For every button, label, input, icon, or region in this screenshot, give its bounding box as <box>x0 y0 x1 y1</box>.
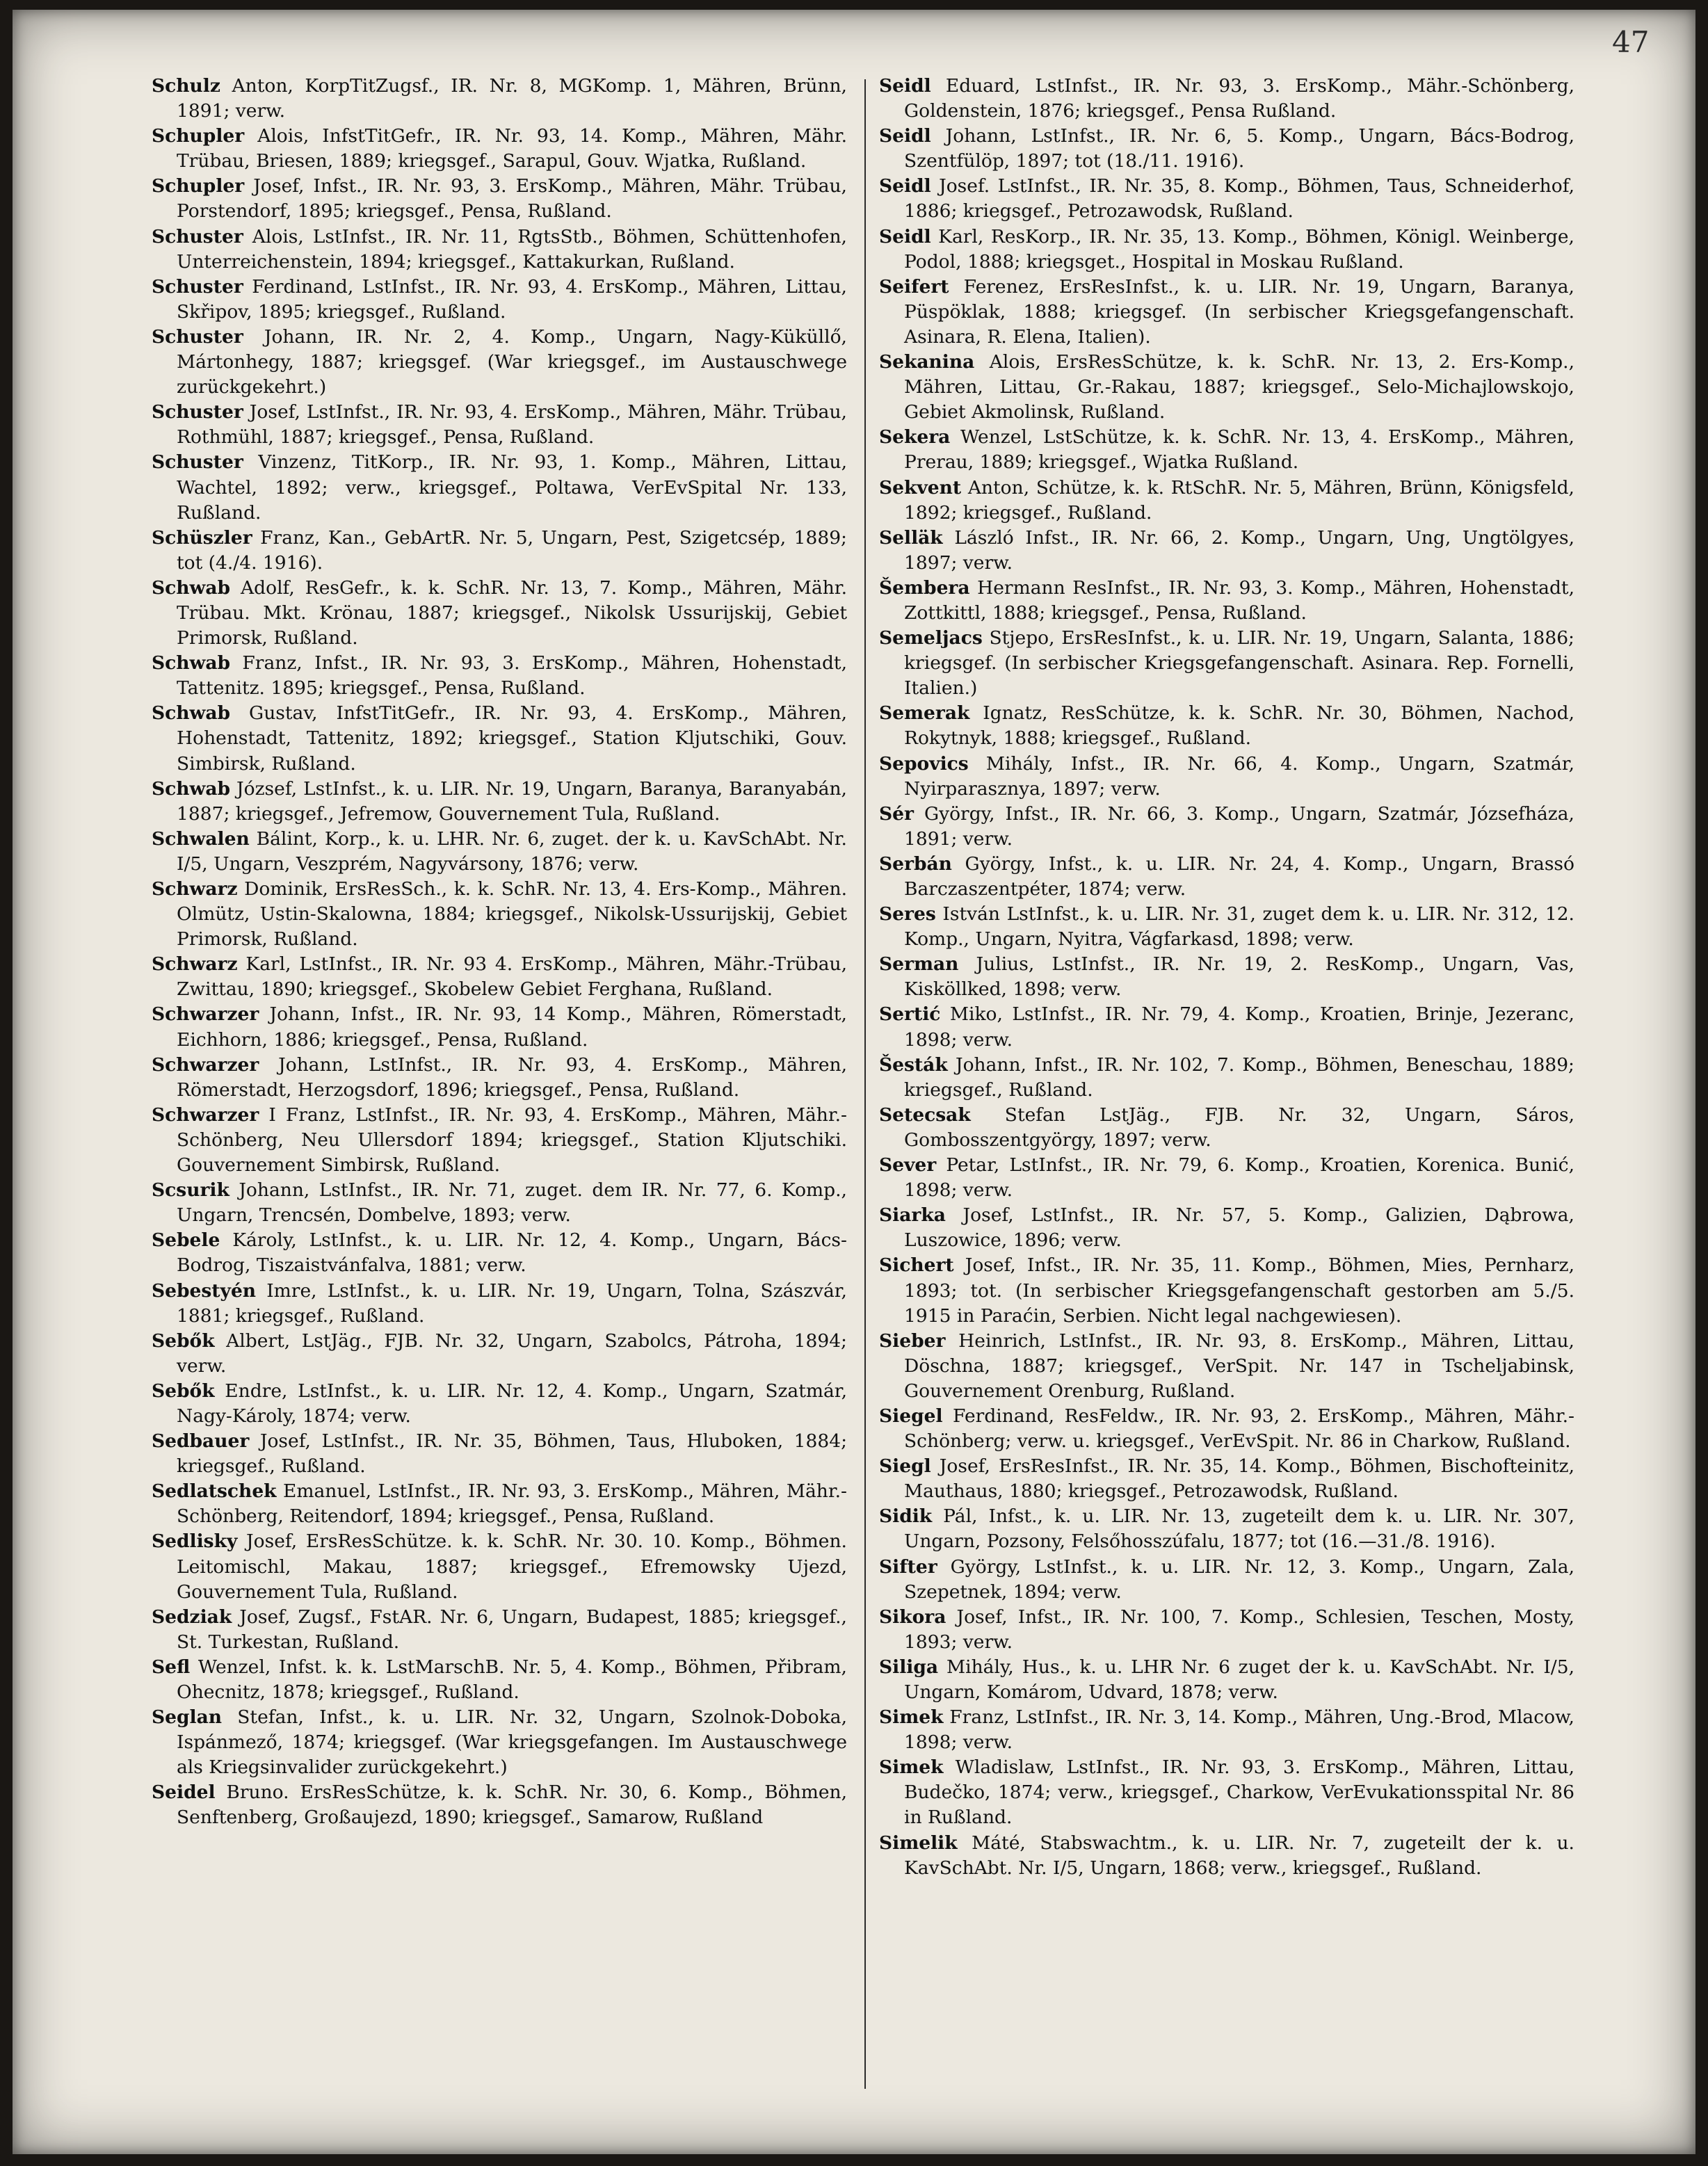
roster-entry <box>879 124 1574 174</box>
entry-details: Anton, Schütze, k. k. RtSchR. Nr. 5, Mähren, Brünn, Königsfeld, 1892; kriegsgef., Rußland. <box>904 476 1574 524</box>
roster-entry <box>879 902 1574 952</box>
roster-entry <box>879 275 1574 350</box>
entry-surname: Schuster <box>152 275 243 298</box>
roster-entry <box>879 350 1574 425</box>
entry-details: Johann, Infst., IR. Nr. 93, 14 Komp., Mähren, Römerstadt, Eichhorn, 1886; kriegsgef., Pensa, Rußland. <box>177 1003 847 1051</box>
entry-surname: Schwalen <box>152 827 250 850</box>
entry-details: György, LstInfst., k. u. LIR. Nr. 12, 3. Komp., Ungarn, Zala, Szepetnek, 1894; verw. <box>904 1555 1574 1603</box>
entry-details: Johann, LstInfst., IR. Nr. 6, 5. Komp., Ungarn, Bács-Bodrog, Szentfülöp, 1897; tot (18./11. 1916). <box>904 125 1574 172</box>
roster-entry <box>879 952 1574 1002</box>
entry-details: Josef, Infst., IR. Nr. 35, 11. Komp., Böhmen, Mies, Pernharz, 1893; tot. (In serbischer Kriegsgefangenschaft gestorben am 5./5. 1915 in Paraćin, Serbien. Nicht legal nachgewiesen). <box>904 1254 1574 1327</box>
roster-entry <box>879 526 1574 576</box>
entry-surname: Siegl <box>879 1455 931 1478</box>
entry-surname: Sebők <box>152 1380 215 1402</box>
entry-surname: Sekvent <box>879 476 962 499</box>
entry-details: Stefan LstJäg., FJB. Nr. 32, Ungarn, Sáros, Gombosszentgyörgy, 1897; verw. <box>904 1104 1574 1151</box>
entry-surname: Sepovics <box>879 752 969 775</box>
entry-details: Anton, KorpTitZugsf., IR. Nr. 8, MGKomp. 1, Mähren, Brünn, 1891; verw. <box>177 75 847 122</box>
roster-entry <box>152 1002 847 1052</box>
entry-details: Franz, Infst., IR. Nr. 93, 3. ErsKomp., Mähren, Hohenstadt, Tattenitz. 1895; kriegsgef., Pensa, Rußland. <box>177 652 847 700</box>
entry-surname: Sér <box>879 802 914 825</box>
entry-surname: Sieber <box>879 1329 946 1352</box>
entry-surname: Scsurik <box>152 1179 229 1202</box>
entry-details: Imre, LstInfst., k. u. LIR. Nr. 19, Ungarn, Tolna, Szászvár, 1881; kriegsgef., Rußland. <box>177 1279 847 1327</box>
roster-entry <box>152 1529 847 1604</box>
entry-surname: Sertić <box>879 1003 941 1026</box>
entry-surname: Seifert <box>879 275 949 298</box>
entry-surname: Serbán <box>879 852 952 875</box>
entry-details: György, Infst., k. u. LIR. Nr. 24, 4. Komp., Ungarn, Brassó Barczaszentpéter, 1874; verw. <box>904 852 1574 900</box>
roster-entry <box>879 1203 1574 1253</box>
entry-details: Mihály, Hus., k. u. LHR Nr. 6 zuget der k. u. KavSchAbt. Nr. I/5, Ungarn, Komárom, Udvard, 1878; verw. <box>904 1656 1574 1703</box>
roster-entry <box>152 450 847 525</box>
entry-surname: Seidl <box>879 125 931 147</box>
entry-surname: Schwarz <box>152 953 238 976</box>
roster-entry <box>879 1831 1574 1881</box>
page-number: 47 <box>1612 25 1650 59</box>
entry-details: Josef. LstInfst., IR. Nr. 35, 8. Komp., Böhmen, Taus, Schneiderhof, 1886; kriegsgef., Petrozawodsk, Rußland. <box>904 175 1574 223</box>
entry-surname: Schwarz <box>152 878 238 900</box>
entry-surname: Schupler <box>152 125 245 147</box>
entry-surname: Sebők <box>152 1329 215 1352</box>
entry-details: Albert, LstJäg., FJB. Nr. 32, Ungarn, Szabolcs, Pátroha, 1894; verw. <box>177 1329 847 1377</box>
entry-details: Mihály, Infst., IR. Nr. 66, 4. Komp., Ungarn, Szatmár, Nyirparasznya, 1897; verw. <box>904 752 1574 800</box>
entry-details: Julius, LstInfst., IR. Nr. 19, 2. ResKomp., Ungarn, Vas, Kisköllked, 1898; verw. <box>904 953 1574 1001</box>
entry-surname: Schüszler <box>152 526 252 549</box>
entry-details: Stefan, Infst., k. u. LIR. Nr. 32, Ungarn, Szolnok-Doboka, Ispánmező, 1874; kriegsgef. (War kriegsgefangen. Im Austauschwege als Kriegsinvalider zurückgekehrt.) <box>177 1706 847 1779</box>
roster-entry <box>152 1705 847 1780</box>
entry-details: Pál, Infst., k. u. LIR. Nr. 13, zugeteilt dem k. u. LIR. Nr. 307, Ungarn, Pozsony, Felsőhosszúfalu, 1877; tot (16.—31./8. 1916). <box>904 1505 1574 1553</box>
roster-entry <box>152 1479 847 1529</box>
entry-details: Hermann ResInfst., IR. Nr. 93, 3. Komp., Mähren, Hohenstadt, Zottkittl, 1888; kriegsgef., Pensa, Rußland. <box>904 576 1574 624</box>
entry-surname: Simek <box>879 1706 944 1729</box>
entry-surname: Schwarzer <box>152 1053 259 1076</box>
entry-details: Josef, ErsResInfst., IR. Nr. 35, 14. Komp., Böhmen, Bischofteinitz, Mauthaus, 1880; kriegsgef., Petrozawodsk, Rußland. <box>904 1455 1574 1503</box>
entry-surname: Sedlisky <box>152 1530 238 1553</box>
entry-surname: Selläk <box>879 526 943 549</box>
roster-entry <box>879 701 1574 751</box>
roster-entry <box>879 1655 1574 1705</box>
roster-entry <box>152 1053 847 1103</box>
roster-entry <box>152 74 847 124</box>
roster-entry <box>879 174 1574 224</box>
entry-surname: Serman <box>879 953 959 976</box>
entry-surname: Sekanina <box>879 351 975 373</box>
entry-details: Franz, Kan., GebArtR. Nr. 5, Ungarn, Pest, Szigetcsép, 1889; tot (4./4. 1916). <box>177 526 847 574</box>
entry-details: Dominik, ErsResSch., k. k. SchR. Nr. 13, 4. Ers-Komp., Mähren. Olmütz, Ustin-Skalowna, 1884; kriegsgef., Nikolsk-Ussurijskij, Gebiet Primorsk, Rußland. <box>177 878 847 951</box>
roster-entry <box>879 1002 1574 1052</box>
roster-entry <box>152 827 847 877</box>
entry-details: Bruno. ErsResSchütze, k. k. SchR. Nr. 30, 6. Komp., Böhmen, Senftenberg, Großaujezd, 1890; kriegsgef., Samarow, Rußland <box>177 1781 847 1829</box>
roster-entry <box>879 476 1574 526</box>
document-page <box>13 10 1695 2154</box>
entry-surname: Schwarzer <box>152 1003 259 1026</box>
entry-surname: Sedziak <box>152 1606 232 1628</box>
entry-details: Miko, LstInfst., IR. Nr. 79, 4. Komp., Kroatien, Brinje, Jezeranc, 1898; verw. <box>904 1003 1574 1051</box>
roster-entry <box>879 1504 1574 1554</box>
entry-details: Josef, Infst., IR. Nr. 100, 7. Komp., Schlesien, Teschen, Mosty, 1893; verw. <box>904 1606 1574 1653</box>
entry-details: Wenzel, Infst. k. k. LstMarschB. Nr. 5, 4. Komp., Böhmen, Přibram, Ohecnitz, 1878; kriegsgef., Rußland. <box>177 1656 847 1703</box>
entry-surname: Schwab <box>152 652 231 674</box>
roster-entry <box>879 626 1574 701</box>
roster-entry <box>152 1379 847 1429</box>
entry-details: Bálint, Korp., k. u. LHR. Nr. 6, zuget. der k. u. KavSchAbt. Nr. I/5, Ungarn, Veszprém, Nagyvársony, 1876; verw. <box>177 827 847 875</box>
entry-details: László Infst., IR. Nr. 66, 2. Komp., Ungarn, Ung, Ungtölgyes, 1897; verw. <box>904 526 1574 574</box>
roster-entry <box>152 526 847 576</box>
entry-details: Johann, Infst., IR. Nr. 102, 7. Komp., Böhmen, Beneschau, 1889; kriegsgef., Rußland. <box>904 1053 1574 1101</box>
entry-surname: Seidl <box>879 75 931 97</box>
roster-entry <box>152 952 847 1002</box>
roster-entry <box>152 275 847 325</box>
roster-entry <box>152 1178 847 1228</box>
entry-details: I Franz, LstInfst., IR. Nr. 93, 4. ErsKomp., Mähren, Mähr.-Schönberg, Neu Ullersdorf 1894; kriegsgef., Station Kljutschiki. Gouvernement Simbirsk, Rußland. <box>177 1104 847 1177</box>
entry-surname: Sidik <box>879 1505 933 1528</box>
entry-details: Johann, LstInfst., IR. Nr. 71, zuget. dem IR. Nr. 77, 6. Komp., Ungarn, Trencsén, Dombelve, 1893; verw. <box>177 1179 847 1227</box>
entry-surname: Sichert <box>879 1254 954 1277</box>
entry-surname: Sekera <box>879 426 951 448</box>
entry-surname: Semerak <box>879 702 970 725</box>
entry-surname: Semeljacs <box>879 627 983 649</box>
roster-entry <box>152 124 847 174</box>
roster-entry <box>152 400 847 450</box>
entry-details: Johann, LstInfst., IR. Nr. 93, 4. ErsKomp., Mähren, Römerstadt, Herzogsdorf, 1896; kriegsgef., Pensa, Rußland. <box>177 1053 847 1101</box>
roster-entry <box>152 325 847 400</box>
roster-entry <box>152 1329 847 1379</box>
roster-entry <box>152 174 847 224</box>
roster-entry <box>152 1429 847 1479</box>
entry-surname: Schupler <box>152 175 245 197</box>
entry-details: Josef, LstInfst., IR. Nr. 35, Böhmen, Taus, Hluboken, 1884; kriegsgef., Rußland. <box>177 1430 847 1478</box>
roster-entry <box>879 1404 1574 1454</box>
entry-surname: Šesták <box>879 1053 948 1076</box>
entry-surname: Schwab <box>152 702 231 725</box>
entry-details: Emanuel, LstInfst., IR. Nr. 93, 3. ErsKomp., Mähren, Mähr.-Schönberg, Reitendorf, 1894; kriegsgef., Pensa, Rußland. <box>177 1480 847 1528</box>
entry-details: Alois, ErsResSchütze, k. k. SchR. Nr. 13, 2. Ers-Komp., Mähren, Littau, Gr.-Rakau, 1887; kriegsgef., Selo-Michajlowskojo, Gebiet Akmolinsk, Rußland. <box>904 351 1574 423</box>
roster-entry <box>879 1253 1574 1328</box>
roster-entry <box>879 1103 1574 1153</box>
entry-details: György, Infst., IR. Nr. 66, 3. Komp., Ungarn, Szatmár, Józsefháza, 1891; verw. <box>904 802 1574 850</box>
entry-surname: Seres <box>879 903 936 926</box>
roster-entry <box>879 1053 1574 1103</box>
roster-entry <box>152 576 847 651</box>
entry-surname: Sefl <box>152 1656 191 1678</box>
entry-details: Ferdinand, LstInfst., IR. Nr. 93, 4. ErsKomp., Mähren, Littau, Skřipov, 1895; kriegsgef., Rußland. <box>177 275 847 323</box>
roster-entry <box>152 877 847 952</box>
entry-surname: Simek <box>879 1756 944 1779</box>
right-column <box>879 74 1574 1881</box>
roster-entry <box>152 225 847 275</box>
roster-entry <box>152 777 847 827</box>
entry-surname: Sever <box>879 1154 937 1177</box>
entry-details: Johann, IR. Nr. 2, 4. Komp., Ungarn, Nagy-Küküllő, Mártonhegy, 1887; kriegsgef. (War kriegsgef., im Austauschwege zurückgekehrt.) <box>177 325 847 398</box>
entry-surname: Sebele <box>152 1229 220 1252</box>
entry-surname: Sebestyén <box>152 1279 257 1302</box>
entry-details: Karl, LstInfst., IR. Nr. 93 4. ErsKomp., Mähren, Mähr.-Trübau, Zwittau, 1890; kriegsgef., Skobelew Gebiet Ferghana, Rußland. <box>177 953 847 1001</box>
entry-details: József, LstInfst., k. u. LIR. Nr. 19, Ungarn, Baranya, Baranyabán, 1887; kriegsgef., Jefremow, Gouvernement Tula, Rußland. <box>177 777 847 825</box>
roster-entry <box>152 651 847 701</box>
entry-details: Károly, LstInfst., k. u. LIR. Nr. 12, 4. Komp., Ungarn, Bács-Bodrog, Tiszaistvánfalva, 1881; verw. <box>177 1229 847 1277</box>
entry-details: Josef, LstInfst., IR. Nr. 57, 5. Komp., Galizien, Dąbrowa, Luszowice, 1896; verw. <box>904 1204 1574 1252</box>
entry-surname: Schwarzer <box>152 1104 259 1126</box>
entry-surname: Schuster <box>152 225 243 248</box>
roster-entry <box>879 576 1574 626</box>
entry-details: Adolf, ResGefr., k. k. SchR. Nr. 13, 7. Komp., Mähren, Mähr. Trübau. Mkt. Krönau, 1887; kriegsgef., Nikolsk Ussurijskij, Gebiet Primorsk, Rußland. <box>177 576 847 649</box>
roster-entry <box>879 1555 1574 1605</box>
entry-details: Ferdinand, ResFeldw., IR. Nr. 93, 2. ErsKomp., Mähren, Mähr.-Schönberg; verw. u. kriegsgef., VerEvSpit. Nr. 86 in Charkow, Rußland. <box>904 1405 1574 1453</box>
entry-surname: Sedlatschek <box>152 1480 277 1503</box>
roster-entry <box>879 752 1574 802</box>
entry-details: Ferenez, ErsResInfst., k. u. LIR. Nr. 19, Ungarn, Baranya, Püspöklak, 1888; kriegsgef. (In serbischer Kriegsgefangenschaft. Asinara, R. Elena, Italien). <box>904 275 1574 348</box>
entry-surname: Siliga <box>879 1656 939 1678</box>
entry-details: Josef, ErsResSchütze. k. k. SchR. Nr. 30. 10. Komp., Böhmen. Leitomischl, Makau, 1887; kriegsgef., Efremowsky Ujezd, Gouvernement Tula, Rußland. <box>177 1530 847 1603</box>
entry-surname: Seglan <box>152 1706 223 1729</box>
roster-entry <box>879 74 1574 124</box>
entry-details: Franz, LstInfst., IR. Nr. 3, 14. Komp., Mähren, Ung.-Brod, Mlacow, 1898; verw. <box>904 1706 1574 1754</box>
roster-entry <box>879 1153 1574 1203</box>
entry-surname: Sedbauer <box>152 1430 250 1453</box>
left-column <box>152 74 847 1831</box>
entry-details: Petar, LstInfst., IR. Nr. 79, 6. Komp., Kroatien, Korenica. Bunić, 1898; verw. <box>904 1154 1574 1202</box>
roster-entry <box>152 1228 847 1278</box>
entry-details: Alois, LstInfst., IR. Nr. 11, RgtsStb., Böhmen, Schüttenhofen, Unterreichenstein, 1894; kriegsgef., Kattakurkan, Rußland. <box>177 225 847 273</box>
entry-surname: Sikora <box>879 1606 946 1628</box>
entry-details: Alois, InfstTitGefr., IR. Nr. 93, 14. Komp., Mähren, Mähr. Trübau, Briesen, 1889; kriegsgef., Sarapul, Gouv. Wjatka, Rußland. <box>177 125 847 172</box>
entry-details: Josef, LstInfst., IR. Nr. 93, 4. ErsKomp., Mähren, Mähr. Trübau, Rothmühl, 1887; kriegsgef., Pensa, Rußland. <box>177 401 847 448</box>
roster-entry <box>879 1605 1574 1655</box>
entry-surname: Siarka <box>879 1204 946 1227</box>
roster-entry <box>879 802 1574 852</box>
column-divider <box>864 79 866 2089</box>
entry-details: Josef, Zugsf., FstAR. Nr. 6, Ungarn, Budapest, 1885; kriegsgef., St. Turkestan, Rußland. <box>177 1606 847 1653</box>
entry-details: Máté, Stabswachtm., k. u. LIR. Nr. 7, zugeteilt der k. u. KavSchAbt. Nr. I/5, Ungarn, 1868; verw., kriegsgef., Rußland. <box>904 1832 1574 1879</box>
roster-entry <box>879 852 1574 902</box>
roster-entry <box>152 1655 847 1705</box>
entry-surname: Schwab <box>152 777 231 800</box>
entry-surname: Schuster <box>152 451 243 474</box>
entry-details: Vinzenz, TitKorp., IR. Nr. 93, 1. Komp., Mähren, Littau, Wachtel, 1892; verw., kriegsgef., Poltawa, VerEvSpital Nr. 133, Rußland. <box>177 451 847 524</box>
entry-surname: Schuster <box>152 325 243 348</box>
roster-entry <box>879 1755 1574 1830</box>
entry-details: Josef, Infst., IR. Nr. 93, 3. ErsKomp., Mähren, Mähr. Trübau, Porstendorf, 1895; kriegsgef., Pensa, Rußland. <box>177 175 847 223</box>
entry-details: Karl, ResKorp., IR. Nr. 35, 13. Komp., Böhmen, Königl. Weinberge, Podol, 1888; kriegsget., Hospital in Moskau Rußland. <box>904 225 1574 273</box>
roster-entry <box>152 1780 847 1830</box>
roster-entry <box>879 1454 1574 1504</box>
entry-details: Endre, LstInfst., k. u. LIR. Nr. 12, 4. Komp., Ungarn, Szatmár, Nagy-Károly, 1874; verw. <box>177 1380 847 1427</box>
entry-surname: Šembera <box>879 576 970 599</box>
entry-surname: Simelik <box>879 1832 958 1854</box>
entry-details: Heinrich, LstInfst., IR. Nr. 93, 8. ErsKomp., Mähren, Littau, Döschna, 1887; kriegsgef., VerSpit. Nr. 147 in Tscheljabinsk, Gouvernement Orenburg, Rußland. <box>904 1329 1574 1402</box>
roster-entry <box>879 225 1574 275</box>
roster-entry <box>152 1279 847 1329</box>
entry-surname: Siegel <box>879 1405 943 1427</box>
entry-surname: Sifter <box>879 1555 937 1578</box>
entry-details: István LstInfst., k. u. LIR. Nr. 31, zuget dem k. u. LIR. Nr. 312, 12. Komp., Ungarn, Nyitra, Vágfarkasd, 1898; verw. <box>904 903 1574 951</box>
entry-details: Wladislaw, LstInfst., IR. Nr. 93, 3. ErsKomp., Mähren, Littau, Budečko, 1874; verw., kriegsgef., Charkow, VerEvukationsspital Nr. 86 in Rußland. <box>904 1756 1574 1829</box>
entry-surname: Schwab <box>152 576 231 599</box>
entry-details: Stjepo, ErsResInfst., k. u. LIR. Nr. 19, Ungarn, Salanta, 1886; kriegsgef. (In serbischer Kriegsgefangenschaft. Asinara. Rep. Fornelli, Italien.) <box>904 627 1574 700</box>
entry-surname: Seidl <box>879 225 931 248</box>
entry-surname: Schuster <box>152 401 243 423</box>
entry-details: Gustav, InfstTitGefr., IR. Nr. 93, 4. ErsKomp., Mähren, Hohenstadt, Tattenitz, 1892; kriegsgef., Station Kljutschiki, Gouv. Simbirsk, Rußland. <box>177 702 847 775</box>
entry-details: Eduard, LstInfst., IR. Nr. 93, 3. ErsKomp., Mähr.-Schönberg, Goldenstein, 1876; kriegsgef., Pensa Rußland. <box>904 75 1574 122</box>
entry-details: Ignatz, ResSchütze, k. k. SchR. Nr. 30, Böhmen, Nachod, Rokytnyk, 1888; kriegsgef., Rußland. <box>904 702 1574 750</box>
roster-entry <box>879 1705 1574 1755</box>
entry-details: Wenzel, LstSchütze, k. k. SchR. Nr. 13, 4. ErsKomp., Mähren, Prerau, 1889; kriegsgef., Wjatka Rußland. <box>904 426 1574 474</box>
entry-surname: Seidel <box>152 1781 216 1804</box>
entry-surname: Setecsak <box>879 1104 971 1126</box>
entry-surname: Seidl <box>879 175 931 197</box>
roster-entry <box>879 1329 1574 1404</box>
entry-surname: Schulz <box>152 75 220 97</box>
roster-entry <box>879 425 1574 475</box>
roster-entry <box>152 701 847 776</box>
roster-entry <box>152 1605 847 1655</box>
roster-entry <box>152 1103 847 1178</box>
